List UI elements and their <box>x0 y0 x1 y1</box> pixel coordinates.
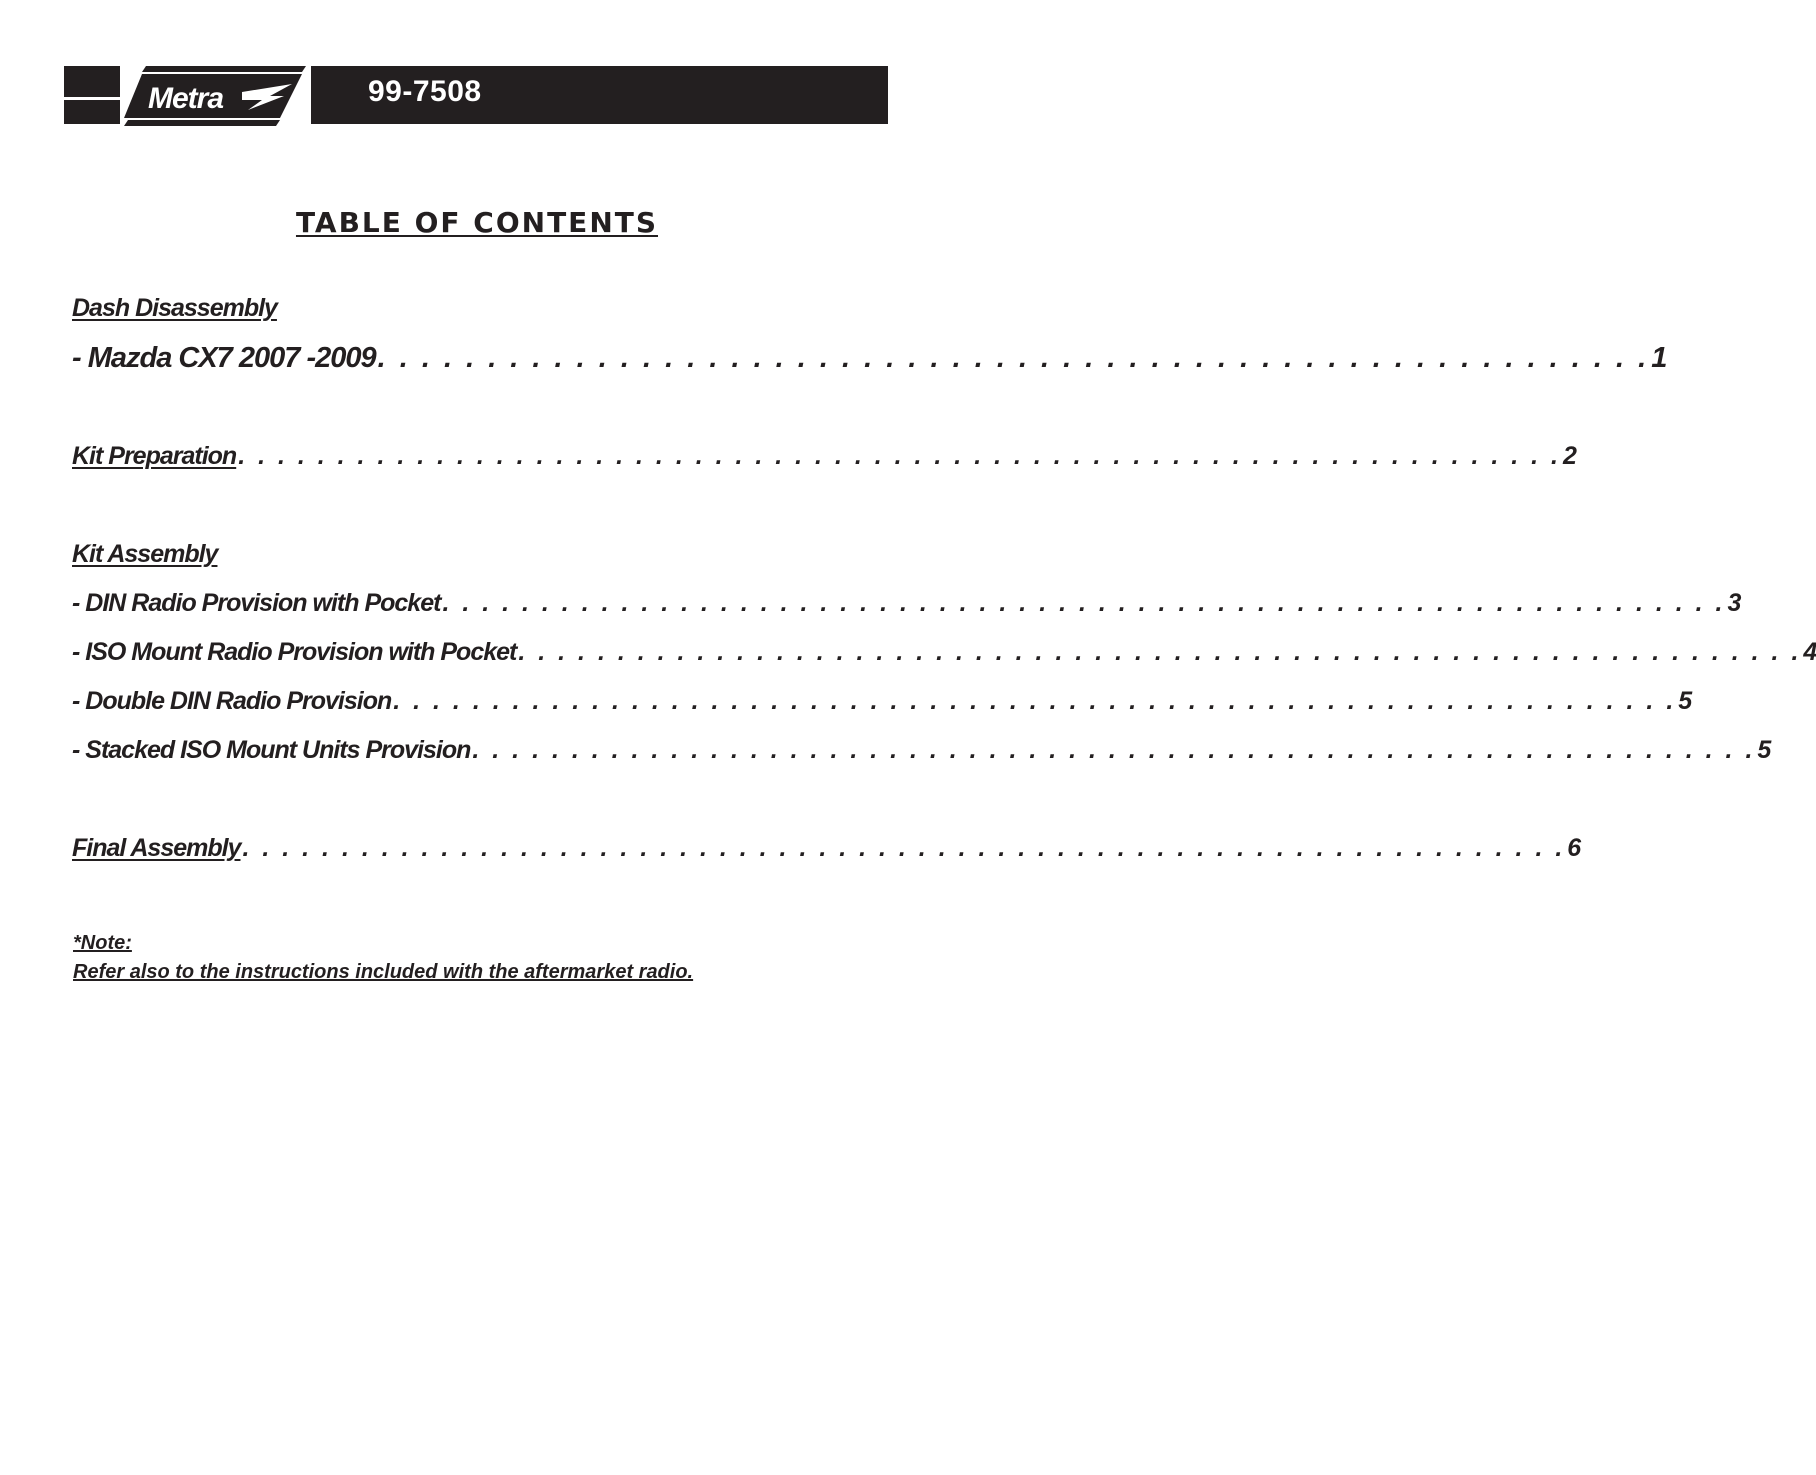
page-number: 5 <box>1757 736 1771 764</box>
leader-dots: . . . . . . . . . . . . . . . . . . . . . . . . . . . . . . . . . . . . . . . . . . . . . . . . . . . . . . . . . . . . . . . . . . . <box>238 442 1561 470</box>
page-number: 5 <box>1678 687 1692 715</box>
page-number: 2 <box>1563 442 1576 470</box>
page-number: 6 <box>1567 834 1581 862</box>
leader-dots: . . . . . . . . . . . . . . . . . . . . . . . . . . . . . . . . . . . . . . . . . . . . . . . . . . . . . . . . . . . . . . . . . . . <box>242 834 1566 862</box>
toc-entry-kit-preparation[interactable]: Kit Preparation . . . . . . . . . . . . . . . . . . . . . . . . . . . . . . . . . . . . . . . . . . . . . . . . . . . . . . . . . . . . . . . . . . . 2 <box>72 442 1576 470</box>
toc-entry-final-assembly[interactable]: Final Assembly . . . . . . . . . . . . . . . . . . . . . . . . . . . . . . . . . . . . . . . . . . . . . . . . . . . . . . . . . . . . . . . . . . . 6 <box>72 834 1581 862</box>
toc-entry-din-radio[interactable]: - DIN Radio Provision with Pocket . . . . . . . . . . . . . . . . . . . . . . . . . . . . . . . . . . . . . . . . . . . . . . . . . . . . . . . . . . . . . . . . . 3 <box>72 589 1741 617</box>
toc-entry-double-din[interactable]: - Double DIN Radio Provision . . . . . . . . . . . . . . . . . . . . . . . . . . . . . . . . . . . . . . . . . . . . . . . . . . . . . . . . . . . . . . . . . 5 <box>72 687 1692 715</box>
toc-entry-iso-mount[interactable]: - ISO Mount Radio Provision with Pocket . . . . . . . . . . . . . . . . . . . . . . . . . . . . . . . . . . . . . . . . . . . . . . . . . . . . . . . . . . . . . . . . . 4 <box>72 638 1816 666</box>
note-label: *Note: <box>73 932 132 954</box>
leader-dots: . . . . . . . . . . . . . . . . . . . . . . . . . . . . . . . . . . . . . . . . . . . . . . . . . . . . . . . . . . . . . . . . . <box>442 589 1726 617</box>
toc-entry-mazda-cx7[interactable]: - Mazda CX7 2007 -2009 . . . . . . . . . . . . . . . . . . . . . . . . . . . . . . . . . . . . . . . . . . . . . . . . . . . . . . . . . . 1 <box>72 342 1667 374</box>
leader-dots: . . . . . . . . . . . . . . . . . . . . . . . . . . . . . . . . . . . . . . . . . . . . . . . . . . . . . . . . . . . . . . . . . <box>472 736 1756 764</box>
header-block-bottom <box>64 100 120 124</box>
svg-text:Metra: Metra <box>148 82 224 115</box>
note-text: Refer also to the instructions included with the aftermarket radio. <box>73 961 694 983</box>
leader-dots: . . . . . . . . . . . . . . . . . . . . . . . . . . . . . . . . . . . . . . . . . . . . . . . . . . . . . . . . . . . . . . . . . <box>393 687 1677 715</box>
leader-dots: . . . . . . . . . . . . . . . . . . . . . . . . . . . . . . . . . . . . . . . . . . . . . . . . . . . . . . . . . . . . . . . . . <box>518 638 1802 666</box>
part-number: 99-7508 <box>368 75 482 108</box>
metra-logo <box>124 64 308 128</box>
leader-dots: . . . . . . . . . . . . . . . . . . . . . . . . . . . . . . . . . . . . . . . . . . . . . . . . . . . . . . . . . . <box>377 342 1650 374</box>
page-title: TABLE OF CONTENTS <box>295 206 659 239</box>
page-number: 3 <box>1727 589 1741 617</box>
page-number: 4 <box>1803 638 1816 666</box>
header-block-top <box>64 66 120 97</box>
heading-dash-disassembly: Dash Disassembly <box>72 294 277 322</box>
heading-kit-assembly: Kit Assembly <box>72 540 218 568</box>
toc-entry-stacked-iso[interactable]: - Stacked ISO Mount Units Provision . . . . . . . . . . . . . . . . . . . . . . . . . . . . . . . . . . . . . . . . . . . . . . . . . . . . . . . . . . . . . . . . . 5 <box>72 736 1771 764</box>
page-number: 1 <box>1651 342 1667 374</box>
